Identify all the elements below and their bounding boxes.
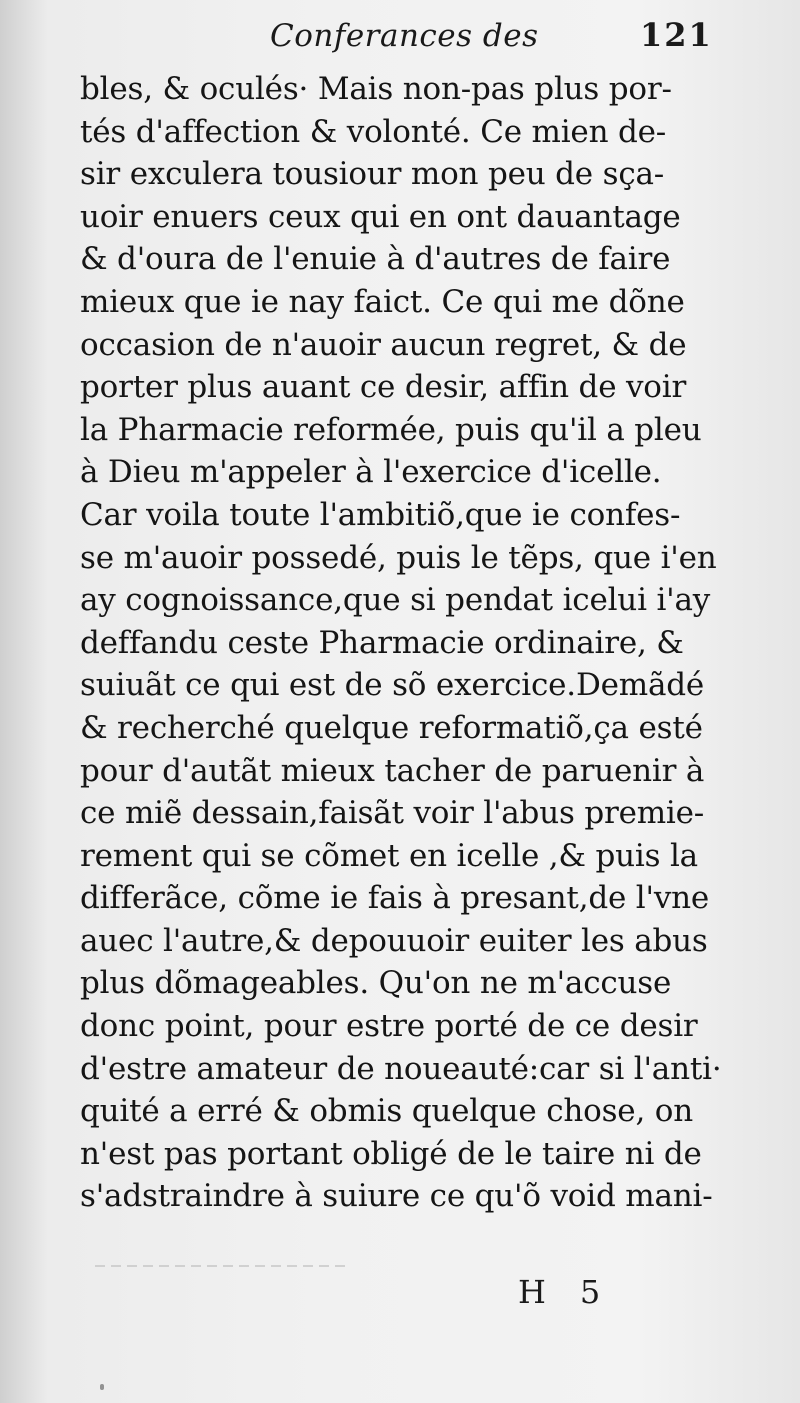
text-line: donc point, pour estre porté de ce desir: [80, 1008, 698, 1045]
text-line: ce miẽ dessain,faisãt voir l'abus premie-: [80, 795, 705, 832]
running-title: Conferances des: [270, 18, 539, 54]
text-line: ay cognoissance,que si pendat icelui i'ay: [80, 582, 711, 619]
show-through-line: [95, 1265, 345, 1267]
page-header: [0, 14, 800, 60]
text-line: bles, & oculés· Mais non-pas plus por-: [80, 71, 672, 107]
signature-mark: H5: [518, 1273, 635, 1311]
text-line: se m'auoir possedé, puis le tẽps, que i'en: [80, 539, 717, 576]
text-line: Car voila toute l'ambitiõ,que ie confes-: [80, 496, 681, 533]
text-line: plus dõmageables. Qu'on ne m'accuse: [80, 965, 672, 1002]
text-line: mieux que ie nay faict. Ce qui me dõne: [80, 283, 685, 320]
page-footer: [0, 1265, 800, 1325]
text-line: pour d'autãt mieux tacher de paruenir à: [80, 752, 705, 789]
text-line: & d'oura de l'enuie à d'autres de faire: [80, 241, 671, 278]
text-line: deffandu ceste Pharmacie ordinaire, &: [80, 624, 684, 661]
text-line: differãce, cõme ie fais à presant,de l'vne: [80, 880, 710, 917]
text-line: & recherché quelque reformatiõ,ça esté: [80, 709, 703, 746]
page-number: 121: [640, 16, 713, 54]
text-line: sir exculera tousiour mon peu de sça-: [80, 156, 665, 193]
text-line: auec l'autre,& depouuoir euiter les abus: [80, 922, 708, 959]
text-line: uoir enuers ceux qui en ont dauantage: [80, 198, 681, 235]
text-line: à Dieu m'appeler à l'exercice d'icelle.: [80, 454, 662, 491]
text-line: suiuãt ce qui est de sõ exercice.Demãdé: [80, 667, 705, 704]
body-text: [80, 68, 730, 1218]
text-line: porter plus auant ce desir, affin de voir: [80, 369, 687, 406]
text-line: tés d'affection & volonté. Ce mien de-: [80, 113, 667, 150]
ink-speck: [100, 1384, 104, 1390]
text-line: occasion de n'auoir aucun regret, & de: [80, 326, 687, 363]
text-line: n'est pas portant obligé de le taire ni de: [80, 1135, 702, 1172]
text-line: d'estre amateur de noueauté:car si l'anti·: [80, 1050, 722, 1087]
text-line: s'adstraindre à suiure ce qu'õ void mani-: [80, 1178, 713, 1215]
text-line: la Pharmacie reformée, puis qu'il a pleu: [80, 411, 702, 448]
text-line: rement qui se cõmet en icelle ,& puis la: [80, 837, 698, 874]
text-line: quité a erré & obmis quelque chose, on: [80, 1093, 693, 1130]
